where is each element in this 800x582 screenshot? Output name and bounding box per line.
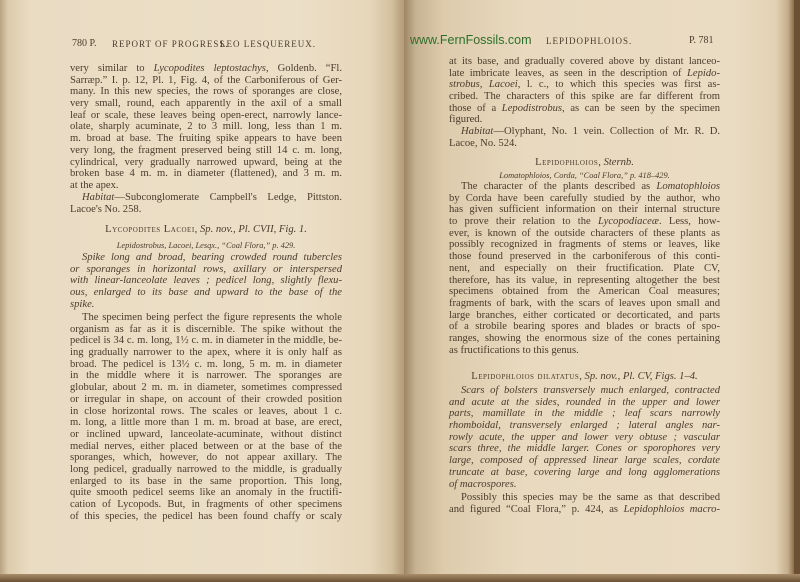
text-segment: , as can be seen by the specimen	[562, 102, 721, 114]
text-segment: medial nerves, either placed between or at the base of the	[70, 440, 342, 452]
running-title: REPORT OF PROGRESS.	[112, 39, 229, 49]
text-segment: Lepidophloios	[535, 157, 599, 168]
book-bottom-edge	[0, 574, 800, 582]
text-line	[70, 240, 342, 252]
text-line	[70, 359, 342, 371]
text-segment: Spike long and broad, bearing crowded round tubercles	[82, 252, 342, 263]
text-segment: at the apex.	[70, 179, 119, 191]
text-segment: cation of Lycopods. But, in fragments of other specimens	[70, 499, 342, 510]
page-number: P. 781	[689, 35, 714, 46]
italic-text: Sp. nov., Pl. CVII, Fig. 1.	[199, 224, 307, 235]
text-segment: figured.	[449, 114, 483, 126]
synonym-line	[70, 240, 342, 252]
text-line	[449, 492, 720, 504]
text-segment: olate, sharply acuminate, 2 to 3 mill. long, less than 1 m.	[70, 121, 342, 133]
text-segment: specimens obtained from the American Coal measures;	[449, 286, 720, 298]
text-line	[449, 216, 720, 228]
species-diagnosis	[449, 385, 720, 490]
text-line	[449, 408, 720, 420]
text-line	[449, 181, 720, 193]
text-line	[70, 133, 342, 145]
text-segment: therefore, has its value, in representing altogether the best	[449, 274, 720, 286]
text-segment: Lomatophloios, Corda, “Coal Flora,” p. 418–429.	[499, 171, 670, 180]
text-segment: cylindrical, very gradually narrowed upward, being at the	[70, 156, 342, 168]
text-line	[70, 192, 342, 204]
italic-text: Lomatophloios	[656, 181, 720, 192]
text-line	[70, 168, 342, 180]
text-line	[70, 370, 342, 382]
habitat-paragraph	[449, 126, 720, 149]
text-segment: with linear-lanceolate leaves ; pedicel long, slightly flexu-	[70, 275, 342, 287]
text-segment: ,	[194, 224, 200, 235]
text-segment: at its base, and gradually covered above by distant lanceo-	[449, 56, 720, 67]
text-line	[449, 455, 720, 467]
habitat-paragraph	[70, 192, 342, 215]
text-line	[449, 321, 720, 333]
text-segment: and figured “Coal Flora,” p. 424, as	[449, 503, 624, 515]
text-segment: pedicel is 34 c. m. long, 1½ c. m. in diameter in the middle, be-	[70, 335, 342, 347]
text-line	[449, 68, 720, 80]
text-line	[70, 347, 342, 359]
text-line	[70, 63, 342, 75]
text-segment: sporanges, which, however, do not appear axillary. The	[70, 452, 342, 464]
italic-text: Lepidophloios macro-	[623, 503, 720, 515]
italic-text: Lycopodites leptostachys	[153, 63, 266, 74]
text-line	[449, 443, 720, 455]
text-segment: of this species, the pedicel has been found chaffy or scaly	[70, 510, 342, 522]
text-segment: or irregular in shape, on account of their crowded position	[70, 393, 342, 405]
italic-text: Lycopodiaceæ	[598, 216, 659, 228]
text-segment: long pedicel, gradually narrowed to the middle, is gradually	[70, 463, 342, 475]
text-line	[70, 264, 342, 276]
description-paragraph	[449, 492, 720, 515]
text-segment: possibly recognized in fragments of stems or leaves, like	[449, 239, 720, 251]
text-segment: Lepidostrobus, Lacoei, Lesqx., “Coal Flora,” p. 429.	[116, 241, 296, 250]
species-heading	[449, 371, 720, 383]
italic-text: Sp. nov., Pl. CV, Figs. 1–4.	[584, 371, 698, 382]
text-line	[449, 91, 720, 103]
text-line	[70, 145, 342, 157]
text-segment: broad. The pedicel is 13½ c. m. long, 5 m. m. in diameter	[70, 358, 342, 370]
text-line	[70, 75, 342, 87]
text-line	[449, 333, 720, 345]
text-line	[449, 193, 720, 205]
text-segment: . Less, how-	[658, 216, 720, 228]
text-line	[70, 382, 342, 394]
text-segment: or sporanges in horizontal rows, axillary or interspersed	[70, 263, 342, 275]
text-segment: those found preserved in the carboniferous of this conti-	[449, 251, 720, 263]
text-line	[449, 467, 720, 479]
text-segment: organism as far as it is discernible. The spike without the	[70, 323, 342, 335]
text-line	[70, 312, 342, 324]
text-segment: many. In this new species, the rows of sporanges are close,	[70, 86, 342, 98]
text-line	[70, 441, 342, 453]
paragraph-continued	[70, 63, 342, 192]
description-paragraph	[70, 312, 342, 522]
text-segment: ing gradually narrower to the apex, where it is only half as	[70, 347, 342, 359]
text-segment: Lycopodites Lacoei	[105, 224, 195, 235]
text-line	[70, 204, 342, 216]
text-line	[70, 287, 342, 299]
italic-text: Lepido-	[687, 67, 720, 79]
text-segment: Lacoe's No. 258.	[70, 203, 142, 215]
text-segment: Sarræp.” I. p. 12, Pl. 1, Fig. 4, of the Carboniferous of Ger-	[70, 74, 342, 86]
text-segment: rhomboidal, transversely enlarged ; lateral angles nar-	[449, 420, 720, 432]
text-line	[449, 204, 720, 216]
text-line	[70, 487, 342, 499]
text-segment: —Subconglomerate Campbell's Ledge, Pittston.	[114, 192, 342, 203]
text-line	[70, 417, 342, 429]
text-line	[449, 56, 720, 68]
italic-text: Lepodistrobus	[501, 102, 563, 114]
text-segment: Lepidophloios dilatatus	[471, 371, 580, 382]
italic-text: strobus, Lacoei	[449, 79, 518, 91]
text-segment: very long, the fragment preserved being still 14 c. m. long,	[70, 144, 342, 156]
italic-text: Habitat	[461, 126, 494, 137]
text-line	[449, 345, 720, 357]
text-line	[449, 251, 720, 263]
text-segment: The specimen being perfect the figure represents the whole	[82, 312, 342, 323]
text-segment: ever, is known of the outside characters of these plants as	[449, 227, 720, 239]
text-segment: or inclined upward, lanceolate-acuminate, without distinct	[70, 428, 342, 440]
text-line	[449, 170, 720, 182]
text-segment: nent, and especially on their fructification. Plate CV,	[449, 262, 720, 274]
text-segment: The character of the plants described as	[461, 181, 657, 192]
text-segment: very similar to	[70, 63, 154, 74]
running-author: LEO LESQUEREUX.	[220, 39, 316, 49]
text-line	[70, 121, 342, 133]
text-line	[449, 275, 720, 287]
text-segment: Scars of bolsters transversely much enlarged, contracted	[461, 385, 720, 396]
text-line	[70, 275, 342, 287]
text-line	[449, 298, 720, 310]
page-number: 780 P.	[72, 38, 97, 49]
text-line	[449, 479, 720, 491]
text-segment: to prove their relation to the	[449, 216, 599, 228]
text-line	[449, 114, 720, 126]
paragraph-continued	[449, 56, 720, 126]
text-line	[449, 310, 720, 322]
italic-text: Habitat	[82, 192, 115, 203]
text-segment: leaf or scale, these leaves being open-erect, narrowly lance-	[70, 109, 342, 121]
watermark-link[interactable]: www.FernFossils.com	[410, 33, 532, 47]
text-line	[70, 406, 342, 418]
text-segment: those of a	[449, 102, 502, 114]
text-segment: of a strobile bearing spores and blades or bracts of spo-	[449, 321, 720, 333]
text-segment: rowly acute, the upper and lower very obtuse ; vascular	[449, 431, 720, 443]
text-line	[70, 394, 342, 406]
text-line	[70, 86, 342, 98]
text-segment: cribed. The characters of this spike are far different from	[449, 91, 720, 103]
text-line	[449, 157, 720, 169]
text-line	[70, 429, 342, 441]
text-line	[70, 252, 342, 264]
text-segment: fragments of bark, with the scars of leaves upon small and	[449, 297, 720, 309]
text-line	[449, 103, 720, 115]
text-segment: —Olyphant, No. 1 vein. Collection of Mr. R. D.	[493, 126, 720, 137]
text-line	[70, 324, 342, 336]
text-segment: parts, mamillate in the middle ; leaf scars narrowly	[449, 408, 720, 420]
text-line	[70, 299, 342, 311]
text-line	[449, 239, 720, 251]
text-line	[449, 126, 720, 138]
text-segment: Lacoe, No. 524.	[449, 137, 517, 149]
text-segment: as fructifications to this genus.	[449, 344, 579, 356]
text-line	[449, 385, 720, 397]
text-segment: ,	[579, 371, 585, 382]
text-line	[70, 511, 342, 523]
text-line	[70, 110, 342, 122]
species-diagnosis	[70, 252, 342, 310]
text-segment: ,	[598, 157, 604, 168]
text-segment: has given sufficient information on their internal structure	[449, 204, 720, 216]
italic-text: Sternb.	[603, 157, 634, 168]
text-line	[449, 504, 720, 516]
text-segment: ranges, showing the enormous size of the cones pertaining	[449, 332, 720, 344]
text-segment: quite smooth pedicel seems like an anomaly in the fructifi-	[70, 487, 342, 499]
text-line	[70, 452, 342, 464]
text-segment: , Goldenb. “Fl.	[265, 63, 342, 74]
text-segment: very small, round, each apparently in the axil of a small	[70, 98, 342, 110]
text-segment: large branches, either corticated or decorticated, and parts	[449, 309, 720, 321]
text-segment: enlarged to its base in the same proportion. This long,	[70, 475, 342, 487]
text-line	[449, 286, 720, 298]
text-line	[70, 476, 342, 488]
text-segment: and acute at the sides, rounded in the upper and lower	[449, 396, 720, 408]
text-line	[449, 420, 720, 432]
text-segment: ous, enlarged to its base and upward to the base of the	[70, 287, 342, 299]
text-line	[70, 180, 342, 192]
running-title: LEPIDOPHLOIOS.	[546, 36, 633, 46]
text-line	[449, 432, 720, 444]
text-segment: truncate at base, covering large and long agglomerations	[449, 466, 720, 478]
text-segment: in close horizontal rows. The scales or leaves, about 1 c.	[70, 405, 342, 417]
text-segment: by Corda have been carefully studied by the author, who	[449, 192, 720, 204]
text-line	[449, 397, 720, 409]
text-line	[449, 79, 720, 91]
text-segment: late imbricate leaves, as seen in the description of	[449, 67, 688, 79]
text-segment: of macrospores.	[449, 478, 517, 490]
text-line	[70, 98, 342, 110]
text-segment: , l. c., to which this species was first as-	[517, 79, 720, 91]
text-line	[70, 157, 342, 169]
text-segment: Possibly this species may be the same as that described	[461, 492, 720, 503]
text-segment: scars three, the middle larger. Cones or sporophores very	[449, 443, 720, 455]
text-line	[449, 228, 720, 240]
text-segment: broken base 4 m. m. in diameter (flattened), and 3 m. m.	[70, 168, 342, 180]
genus-description	[449, 181, 720, 356]
text-line	[449, 138, 720, 150]
text-line	[449, 371, 720, 383]
text-segment: globular, about 2 m. m. in diameter, sometimes compressed	[70, 382, 342, 394]
genus-heading	[449, 157, 720, 169]
text-segment: large, composed of appressed linear large scales, cordate	[449, 455, 720, 467]
text-segment: m. broad at base. The fruiting spike appears to have been	[70, 133, 342, 145]
text-segment: m. long, a little more than 1 m. m. broad at base, are erect,	[70, 417, 342, 429]
right-page	[404, 0, 794, 578]
species-heading	[70, 224, 342, 236]
text-line	[70, 464, 342, 476]
text-segment: in the middle where it is narrower. The sporanges are	[70, 370, 342, 382]
synonym-line	[449, 170, 720, 182]
text-line	[70, 335, 342, 347]
text-line	[70, 499, 342, 511]
text-line	[70, 224, 342, 236]
text-line	[449, 263, 720, 275]
text-segment: spike.	[70, 298, 95, 310]
